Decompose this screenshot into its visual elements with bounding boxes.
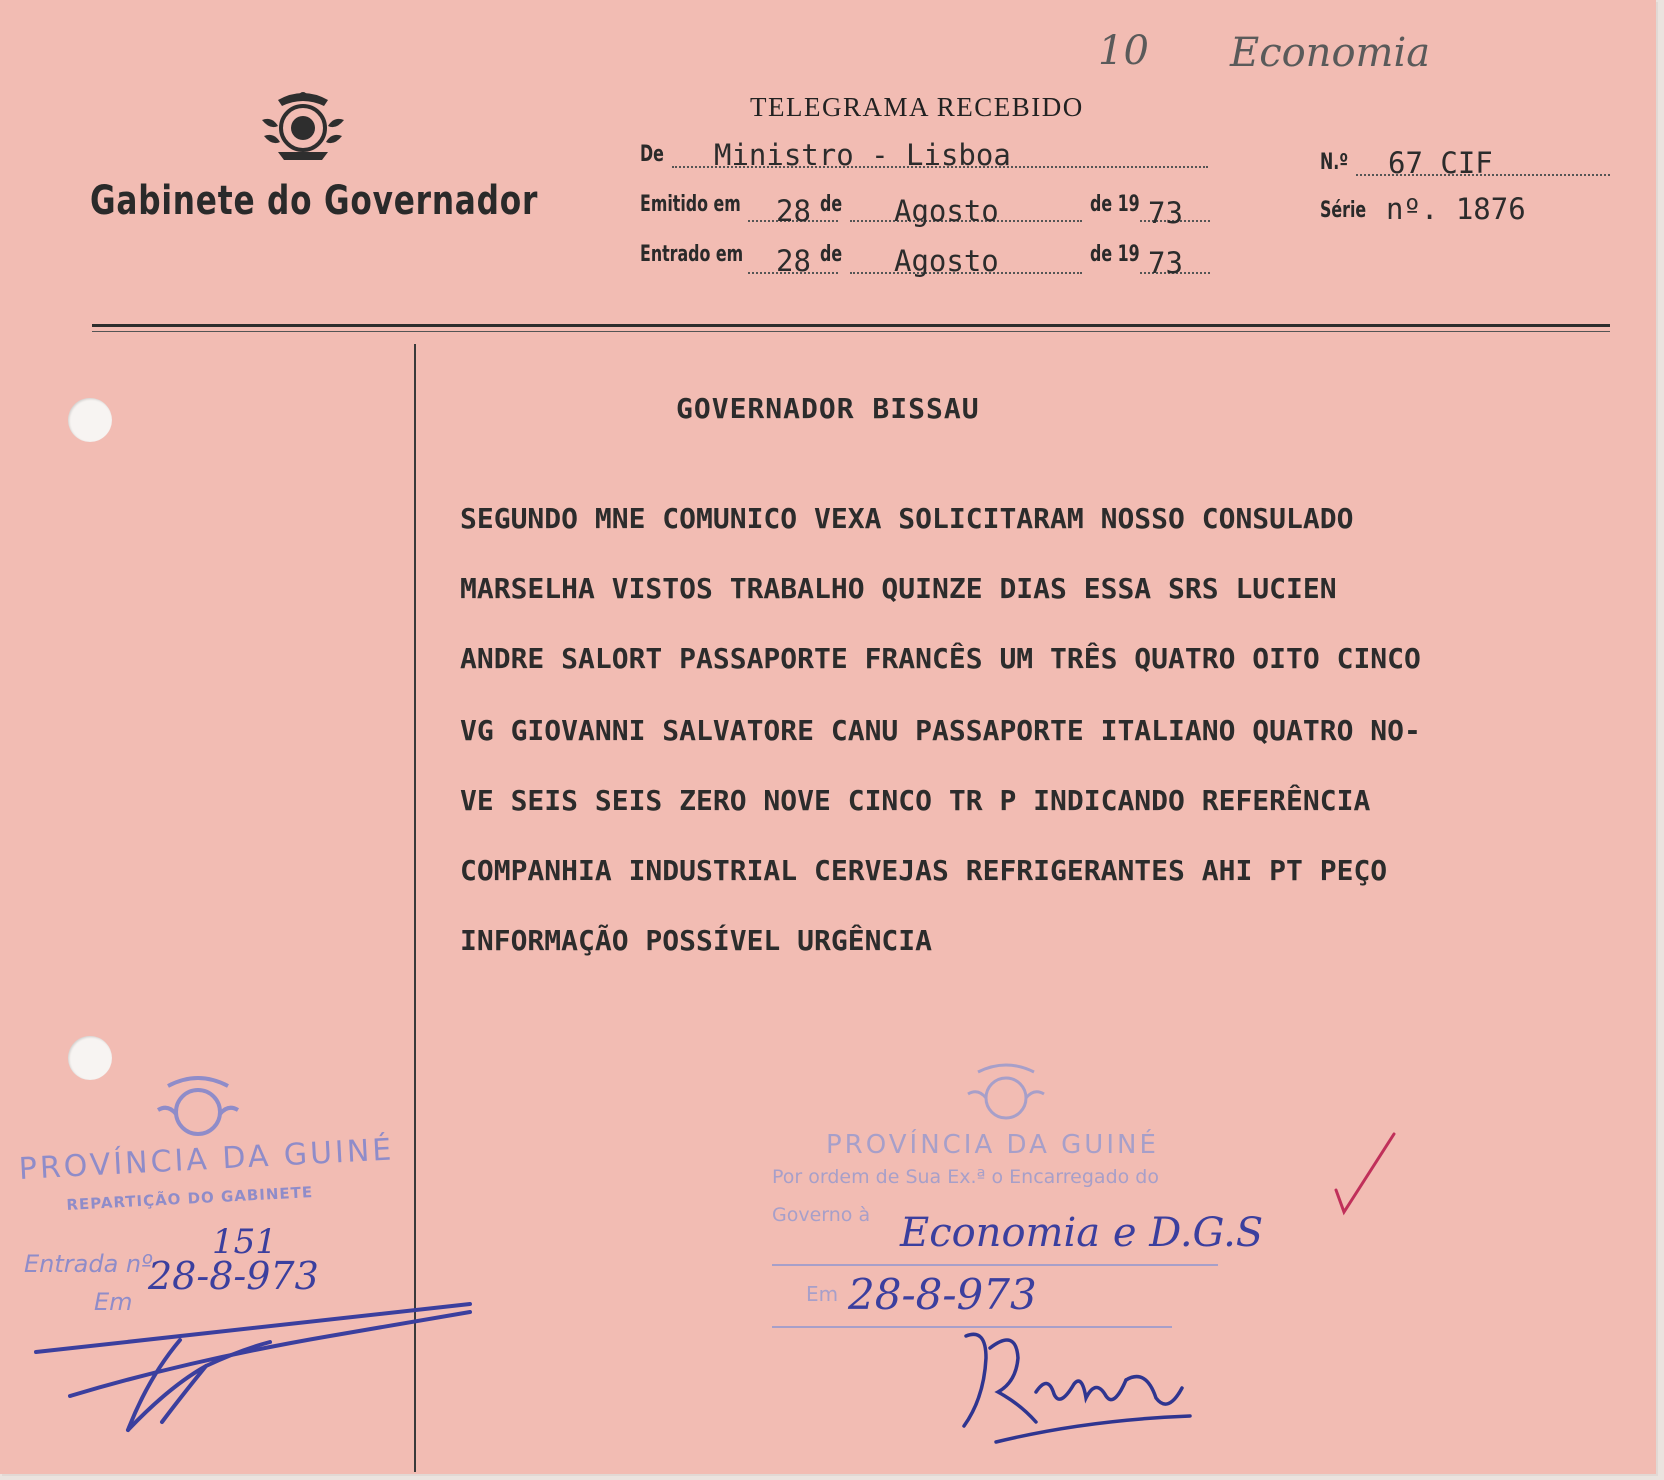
numero-value: 67 CIF <box>1388 146 1493 180</box>
filing-number: 10 <box>1098 28 1149 74</box>
header-divider-thin <box>92 331 1610 332</box>
serie-value: nº. 1876 <box>1386 192 1526 226</box>
entrado-year: 73 <box>1148 246 1183 280</box>
stamp-right-line1: PROVÍNCIA DA GUINÉ <box>826 1130 1159 1160</box>
stamp-left-em-label: Em <box>94 1288 133 1316</box>
entrado-day: 28 <box>776 244 811 278</box>
entrado-month: Agosto <box>894 244 999 278</box>
filing-annotation: Economia <box>1230 30 1431 76</box>
de-label: De <box>640 142 664 167</box>
emitido-year-label: de 19 <box>1090 192 1140 217</box>
message-line: COMPANHIA INDUSTRIAL CERVEJAS REFRIGERANTES AHI PT PEÇO <box>460 854 1388 887</box>
de-value: Ministro - Lisboa <box>714 138 1011 172</box>
stamp-right-line2: Por ordem de Sua Ex.ª o Encarregado do <box>772 1166 1159 1188</box>
emitido-label: Emitido em <box>640 192 741 217</box>
stamp-right-line <box>772 1264 1218 1266</box>
stamp-left-line2: REPARTIÇÃO DO GABINETE <box>66 1183 314 1214</box>
coat-of-arms-icon <box>258 90 348 162</box>
message-line: VE SEIS SEIS ZERO NOVE CINCO TR P INDICANDO REFERÊNCIA <box>460 784 1371 817</box>
stamp-right-date: 28-8-973 <box>848 1270 1037 1319</box>
emitido-day: 28 <box>776 194 811 228</box>
stamp-right-line3: Governo à <box>772 1204 871 1226</box>
stamp-crest-icon <box>960 1058 1052 1134</box>
emitido-year: 73 <box>1148 196 1183 230</box>
punch-hole <box>68 1036 112 1080</box>
header-divider <box>92 324 1610 327</box>
stamp-left-date: 28-8-973 <box>148 1254 319 1298</box>
message-line: VG GIOVANNI SALVATORE CANU PASSAPORTE ITALIANO QUATRO NO- <box>460 714 1421 747</box>
message-line: ANDRE SALORT PASSAPORTE FRANCÊS UM TRÊS QUATRO OITO CINCO <box>460 642 1421 675</box>
message-line: INFORMAÇÃO POSSÍVEL URGÊNCIA <box>460 924 933 957</box>
stamp-left-entrada-label: Entrada nº <box>24 1250 153 1278</box>
signature-right <box>956 1318 1216 1458</box>
check-mark-icon <box>1330 1128 1400 1218</box>
message-line: MARSELHA VISTOS TRABALHO QUINZE DIAS ESSA SRS LUCIEN <box>460 572 1337 605</box>
telegram-title: TELEGRAMA RECEBIDO <box>750 92 1084 122</box>
emitido-de-label: de <box>820 192 843 217</box>
message-line: SEGUNDO MNE COMUNICO VEXA SOLICITARAM NOSSO CONSULADO <box>460 502 1354 535</box>
entrado-year-label: de 19 <box>1090 242 1140 267</box>
punch-hole <box>68 398 112 442</box>
signature-left <box>30 1290 490 1450</box>
stamp-crest-icon <box>148 1070 248 1150</box>
emitido-month: Agosto <box>894 194 999 228</box>
addressee: GOVERNADOR BISSAU <box>676 392 980 425</box>
stamp-right-governo-value: Economia e D.G.S <box>900 1210 1264 1256</box>
stamp-left-line1: PROVÍNCIA DA GUINÉ <box>18 1132 396 1187</box>
office-name: Gabinete do Governador <box>90 178 539 224</box>
stamp-right-em-label: Em <box>806 1282 839 1306</box>
entrado-label: Entrado em <box>640 242 744 267</box>
stamp-left-entrada-value: 151 <box>212 1222 277 1262</box>
numero-label: N.º <box>1320 150 1349 175</box>
entrado-de-label: de <box>820 242 843 267</box>
serie-label: Série <box>1320 198 1367 223</box>
